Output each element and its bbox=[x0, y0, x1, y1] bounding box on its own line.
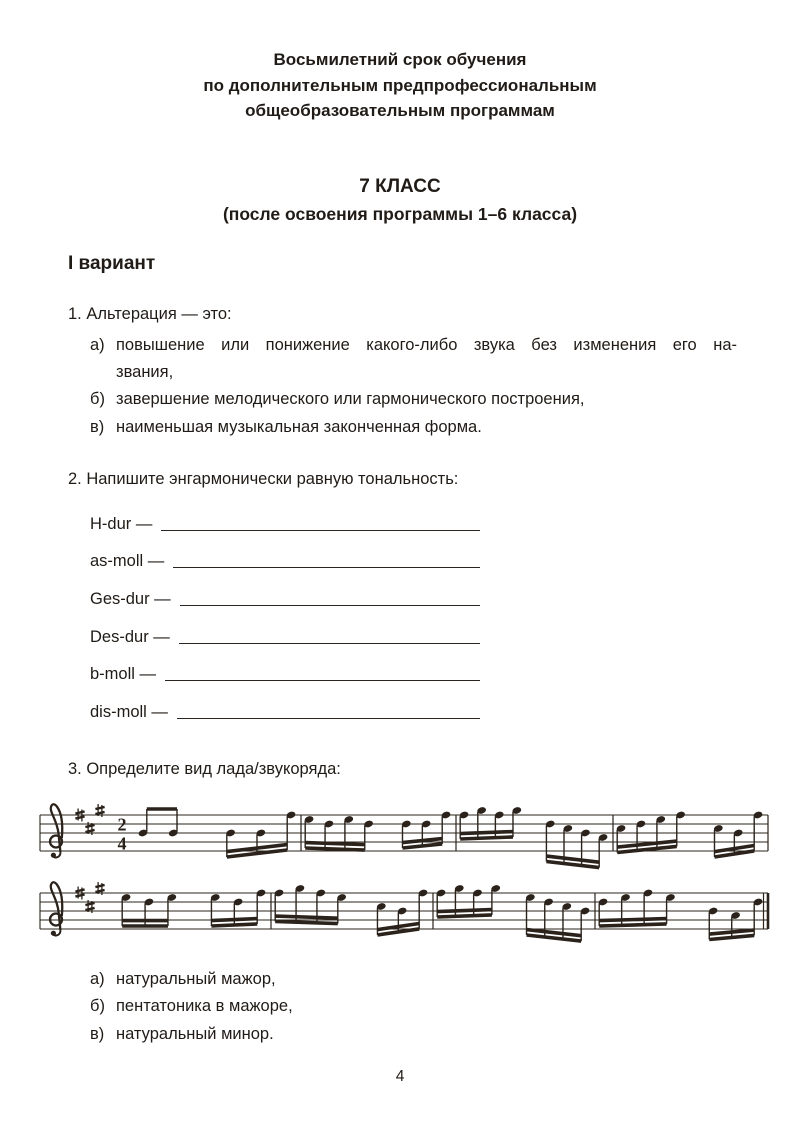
music-staves bbox=[38, 782, 774, 950]
tonality-row bbox=[90, 609, 480, 647]
music-notation bbox=[38, 782, 774, 950]
option-marker: в) bbox=[90, 417, 105, 436]
option-marker: а) bbox=[90, 970, 105, 988]
answer-blank bbox=[173, 567, 480, 568]
svg-text:2: 2 bbox=[117, 814, 127, 835]
option-marker: б) bbox=[90, 390, 105, 409]
tonality-row bbox=[90, 496, 480, 534]
option-text: натуральный минор. bbox=[116, 1024, 274, 1043]
option-text: натуральный мажор, bbox=[116, 970, 276, 988]
question-3-options bbox=[90, 966, 610, 1048]
page-title: 7 КЛАСС bbox=[359, 176, 441, 197]
tonality-list bbox=[90, 496, 480, 722]
question-1-options bbox=[90, 332, 737, 441]
question-1-prompt: 1. Альтерация — это: bbox=[68, 305, 232, 323]
option-line: завершение мелодического или гармонического построения, bbox=[116, 390, 585, 409]
tonality-row bbox=[90, 571, 480, 609]
question-2-prompt: 2. Напишите энгармонически равную тональность: bbox=[68, 470, 459, 488]
tonality-row bbox=[90, 684, 480, 722]
option-row bbox=[90, 386, 737, 413]
answer-blank bbox=[179, 643, 480, 644]
option-line: наименьшая музыкальная законченная форма. bbox=[116, 417, 482, 436]
header-line: Восьмилетний срок обучения bbox=[273, 50, 527, 69]
option-row bbox=[90, 993, 610, 1020]
option-row bbox=[90, 1021, 610, 1048]
tonality-label: H-dur — bbox=[90, 514, 153, 533]
variant-heading: I вариант bbox=[68, 253, 156, 274]
question-3-prompt: 3. Определите вид лада/звукоряда: bbox=[68, 760, 341, 778]
tonality-label: Ges-dur — bbox=[90, 590, 171, 609]
option-marker: б) bbox=[90, 997, 105, 1016]
option-row bbox=[90, 966, 610, 993]
answer-blank bbox=[165, 680, 480, 681]
option-text bbox=[116, 332, 737, 386]
header-line: по дополнительным предпрофессиональным bbox=[203, 75, 597, 95]
option-row bbox=[90, 332, 737, 386]
tonality-label: Des-dur — bbox=[90, 627, 170, 646]
tonality-label: b-moll — bbox=[90, 665, 157, 684]
answer-blank bbox=[177, 718, 480, 719]
page-number: 4 bbox=[395, 1068, 405, 1085]
page-subtitle: (после освоения программы 1–6 класса) bbox=[222, 204, 578, 224]
option-marker: а) bbox=[90, 336, 105, 354]
option-text: пентатоника в мажоре, bbox=[116, 997, 293, 1016]
document-header bbox=[0, 47, 800, 124]
option-row bbox=[90, 414, 737, 441]
tonality-label: as-moll — bbox=[90, 552, 165, 571]
option-text bbox=[116, 386, 737, 413]
option-line: звания, bbox=[116, 363, 174, 382]
answer-blank bbox=[180, 605, 480, 606]
tonality-label: dis-moll — bbox=[90, 703, 168, 722]
tonality-row bbox=[90, 647, 480, 685]
option-marker: в) bbox=[90, 1024, 105, 1043]
tonality-row bbox=[90, 534, 480, 572]
option-text bbox=[116, 414, 737, 441]
svg-text:4: 4 bbox=[117, 833, 127, 854]
header-line: общеобразовательным программам bbox=[245, 101, 555, 120]
option-line: повышение или понижение какого-либо звука без изменения его на- bbox=[116, 336, 737, 354]
answer-blank bbox=[161, 530, 480, 531]
